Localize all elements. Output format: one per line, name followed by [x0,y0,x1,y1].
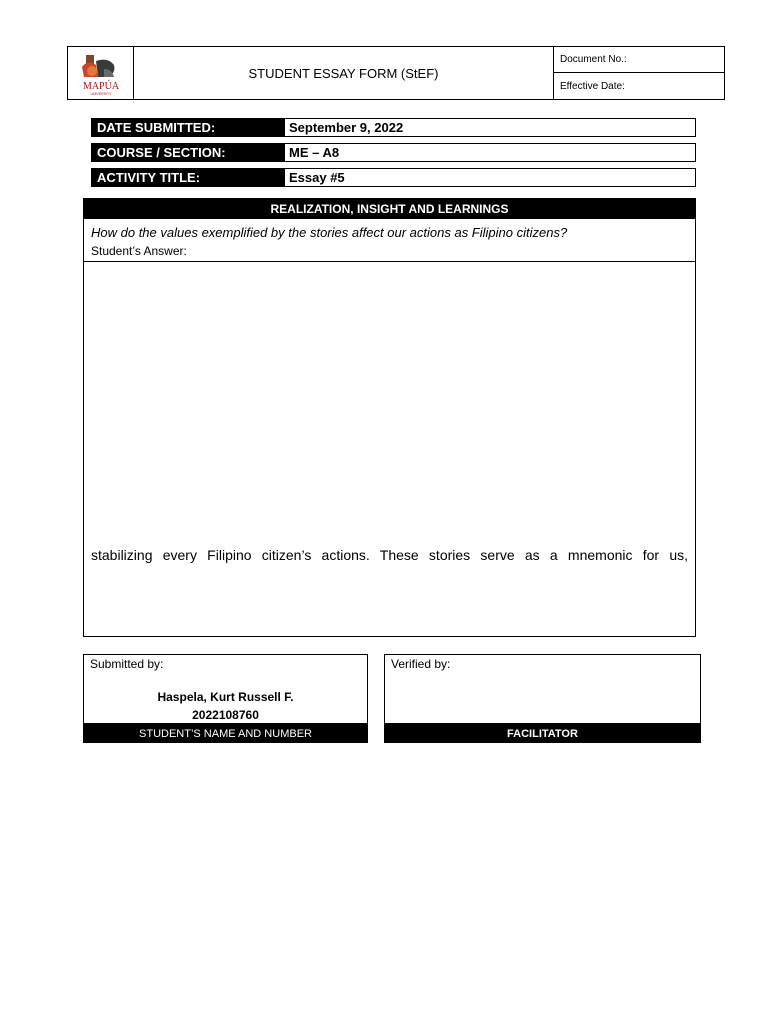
student-number: 2022108760 [192,708,259,722]
course-section-label: COURSE / SECTION: [91,143,284,162]
student-footer: STUDENT’S NAME AND NUMBER [83,724,368,743]
answer-text-line: stabilizing every Filipino citizen’s actions. These stories serve as a mnemonic for us, [91,547,688,563]
activity-title-value: Essay #5 [284,168,696,187]
activity-title-label: ACTIVITY TITLE: [91,168,284,187]
seal-icon [68,47,134,99]
facilitator-footer: FACILITATOR [384,724,701,743]
document-meta [554,47,724,99]
date-submitted-label: DATE SUBMITTED: [91,118,284,137]
form-header [67,46,725,100]
submitted-by-box [83,654,368,724]
date-submitted-value: September 9, 2022 [284,118,696,137]
university-logo [68,47,134,99]
answer-box [83,261,696,637]
section-heading: REALIZATION, INSIGHT AND LEARNINGS [83,198,696,219]
document-no-label: Document No.: [554,47,724,73]
effective-date-label: Effective Date: [560,80,625,92]
verified-by-box [384,654,701,724]
svg-text:MAPÚA: MAPÚA [82,81,120,92]
verified-by-label: Verified by: [391,657,451,671]
student-name: Haspela, Kurt Russell F. [157,690,294,704]
course-section-value: ME – A8 [284,143,696,162]
essay-question: How do the values exemplified by the stories affect our actions as Filipino citizens? [91,225,568,240]
submitted-by-label: Submitted by: [90,657,164,671]
question-box [83,219,696,262]
answer-label: Student’s Answer: [91,244,187,258]
form-title: STUDENT ESSAY FORM (StEF) [134,47,554,99]
svg-text:UNIVERSITY: UNIVERSITY [90,92,112,96]
